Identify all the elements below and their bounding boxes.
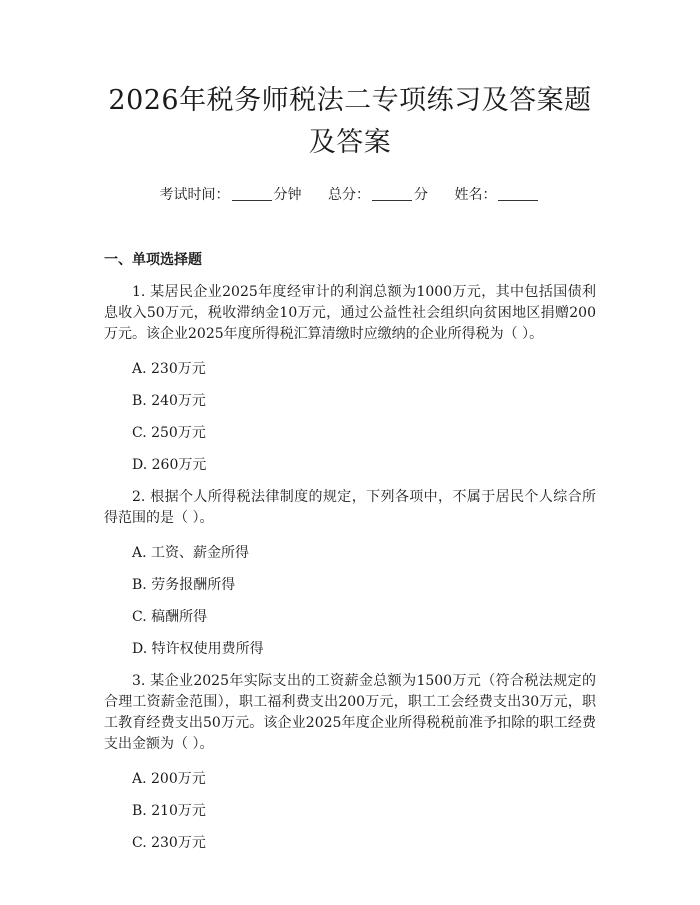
question-block-1 <box>104 282 596 475</box>
option-d: D. 260万元 <box>132 457 207 473</box>
option-c: C. 230万元 <box>132 835 206 851</box>
total-score-field <box>328 186 428 204</box>
question-block-3 <box>104 671 596 853</box>
option-b: B. 劳务报酬所得 <box>132 577 236 593</box>
exam-info-line <box>104 186 596 204</box>
name-blank <box>498 186 538 201</box>
question-text: 1. 某居民企业2025年度经审计的利润总额为1000万元，其中包括国债利息收入50万元，税收滞纳金10万元，通过公益性社会组织向贫困地区捐赠200万元。该企业2025年度所得税汇算清缴时应缴纳的企业所得税为（ ）。 <box>104 284 596 342</box>
option-list <box>104 359 596 475</box>
total-score-label: 总分： <box>328 187 370 203</box>
option-c: C. 稿酬所得 <box>132 609 208 625</box>
document-title: 2026年税务师税法二专项练习及答案题及答案 <box>108 85 592 158</box>
option-d: D. 特许权使用费所得 <box>132 641 264 657</box>
option-a: A. 200万元 <box>132 771 206 787</box>
question-block-2 <box>104 487 596 659</box>
option-a: A. 工资、薪金所得 <box>132 545 250 561</box>
name-label: 姓名： <box>454 187 497 203</box>
question-text: 3. 某企业2025年实际支出的工资薪金总额为1500万元（符合税法规定的合理工资薪金范围），职工福利费支出200万元，职工工会经费支出30万元，职工教育经费支出50万元。该企业2025年度企业所得税税前准予扣除的职工经费支出金额为（ ）。 <box>104 673 596 752</box>
option-list <box>104 769 596 853</box>
option-c: C. 250万元 <box>132 425 206 441</box>
exam-time-blank <box>232 186 272 201</box>
option-b: B. 240万元 <box>132 393 206 409</box>
total-score-blank <box>372 186 412 201</box>
question-text: 2. 根据个人所得税法律制度的规定，下列各项中，不属于居民个人综合所得范围的是（ ）。 <box>104 489 596 526</box>
exam-time-unit: 分钟 <box>273 187 302 203</box>
total-score-unit: 分 <box>414 187 428 203</box>
option-list <box>104 543 596 659</box>
option-a: A. 230万元 <box>132 361 206 377</box>
section-heading: 一、单项选择题 <box>104 252 202 268</box>
exam-time-label: 考试时间： <box>159 187 230 203</box>
exam-time-field <box>160 186 302 204</box>
option-b: B. 210万元 <box>132 803 206 819</box>
name-field <box>454 186 540 204</box>
